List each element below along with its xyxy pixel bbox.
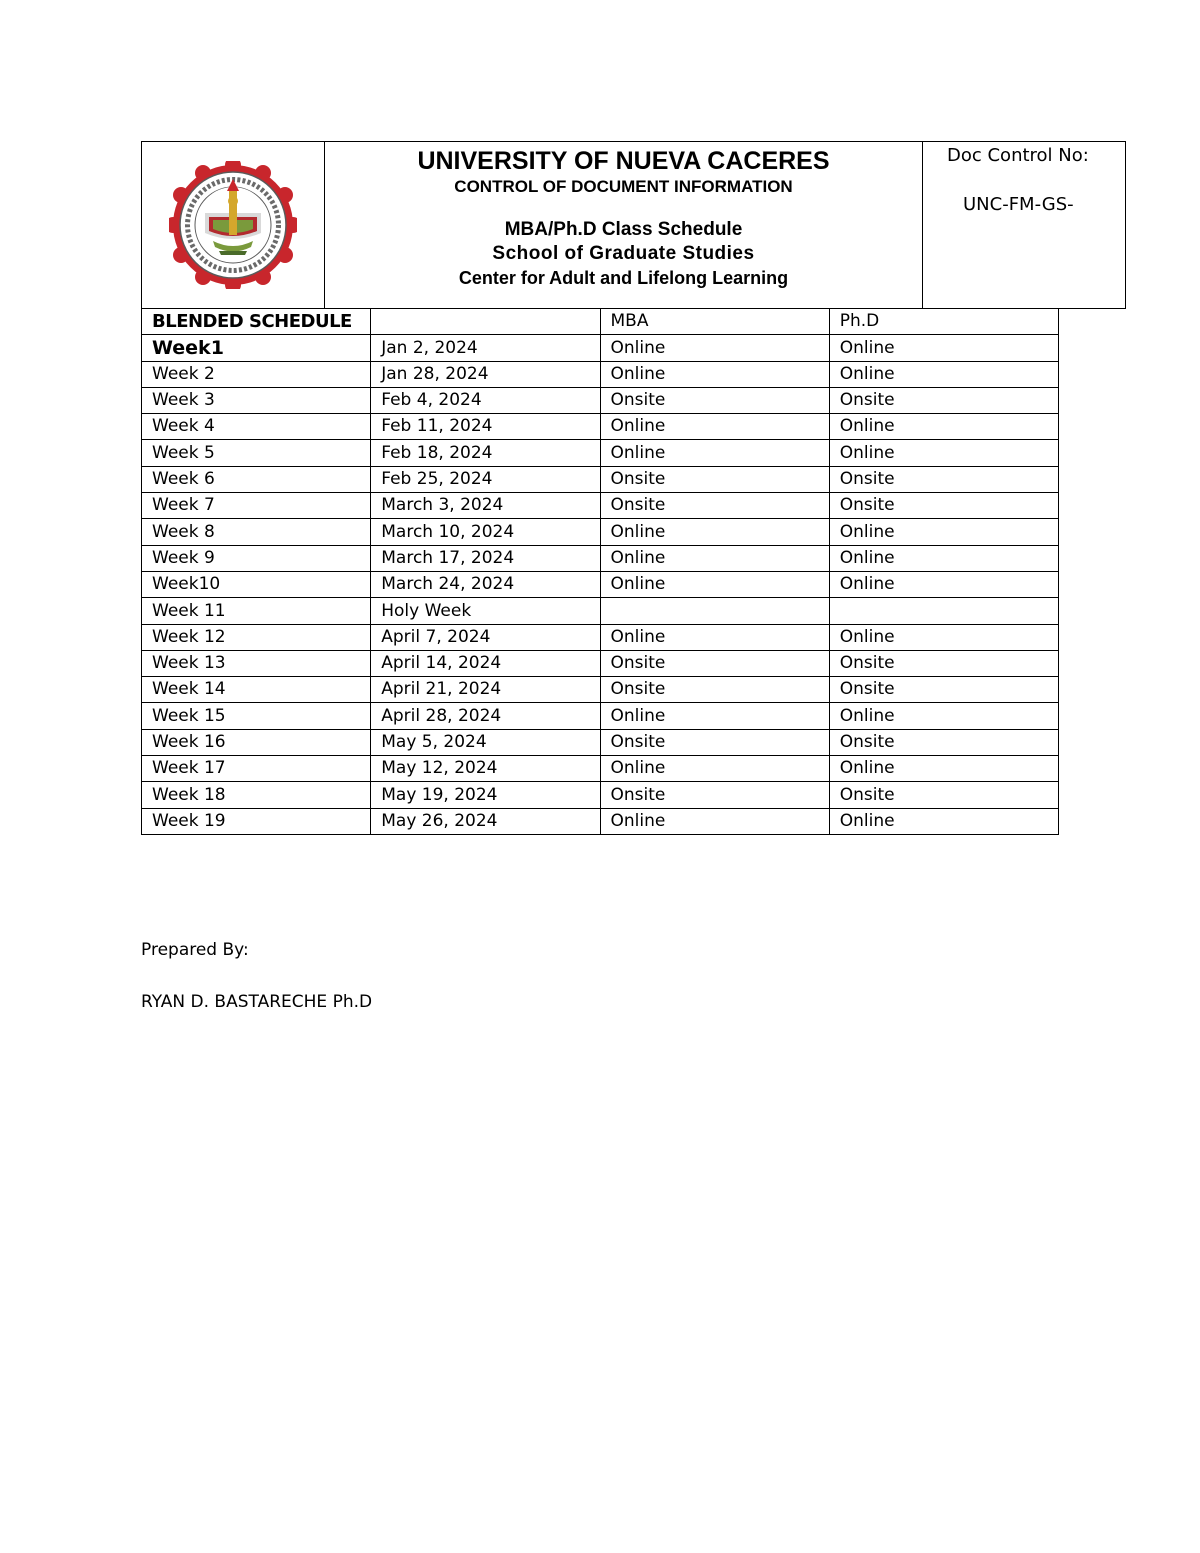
- program-title: MBA/Ph.D Class Schedule: [504, 219, 743, 240]
- phd-mode-cell: [829, 598, 1058, 624]
- table-row: [142, 729, 1059, 755]
- date-cell: May 5, 2024: [371, 729, 600, 755]
- phd-mode-cell: Online: [829, 545, 1058, 571]
- table-row: [142, 598, 1059, 624]
- mba-mode-cell: Onsite: [600, 677, 829, 703]
- mba-mode-cell: Online: [600, 335, 829, 361]
- column-header: Ph.D: [829, 309, 1058, 335]
- date-cell: Jan 28, 2024: [371, 361, 600, 387]
- table-row: [142, 414, 1059, 440]
- date-cell: March 10, 2024: [371, 519, 600, 545]
- mba-mode-cell: [600, 598, 829, 624]
- date-cell: March 24, 2024: [371, 571, 600, 597]
- phd-mode-cell: Online: [829, 361, 1058, 387]
- date-cell: Feb 18, 2024: [371, 440, 600, 466]
- phd-mode-cell: Onsite: [829, 466, 1058, 492]
- column-header: BLENDED SCHEDULE: [142, 309, 371, 335]
- week-cell: Week 9: [142, 545, 371, 571]
- mba-mode-cell: Online: [600, 519, 829, 545]
- phd-mode-cell: Online: [829, 703, 1058, 729]
- week-cell: Week 6: [142, 466, 371, 492]
- week-cell: Week 4: [142, 414, 371, 440]
- mba-mode-cell: Onsite: [600, 650, 829, 676]
- week-cell: Week 18: [142, 782, 371, 808]
- table-row: [142, 650, 1059, 676]
- date-cell: April 7, 2024: [371, 624, 600, 650]
- date-cell: Feb 4, 2024: [371, 387, 600, 413]
- date-cell: April 21, 2024: [371, 677, 600, 703]
- document-header: [141, 141, 1126, 309]
- phd-mode-cell: Onsite: [829, 493, 1058, 519]
- week-cell: Week 8: [142, 519, 371, 545]
- phd-mode-cell: Online: [829, 414, 1058, 440]
- title-block: [325, 142, 923, 309]
- date-cell: March 3, 2024: [371, 493, 600, 519]
- date-cell: April 28, 2024: [371, 703, 600, 729]
- mba-mode-cell: Onsite: [600, 493, 829, 519]
- table-row: [142, 571, 1059, 597]
- prepared-by-label: Prepared By:: [141, 940, 249, 960]
- phd-mode-cell: Onsite: [829, 782, 1058, 808]
- preparer-name: RYAN D. BASTARECHE Ph.D: [141, 992, 373, 1012]
- table-row: [142, 466, 1059, 492]
- phd-mode-cell: Online: [829, 571, 1058, 597]
- university-seal-icon: [169, 161, 297, 289]
- table-row: [142, 493, 1059, 519]
- phd-mode-cell: Online: [829, 624, 1058, 650]
- week-cell: Week 12: [142, 624, 371, 650]
- week-cell: Week 5: [142, 440, 371, 466]
- table-row: [142, 387, 1059, 413]
- date-cell: May 26, 2024: [371, 808, 600, 834]
- mba-mode-cell: Online: [600, 756, 829, 782]
- table-row: [142, 782, 1059, 808]
- doc-control-label: Doc Control No:: [947, 145, 1089, 166]
- table-row: [142, 545, 1059, 571]
- mba-mode-cell: Online: [600, 440, 829, 466]
- phd-mode-cell: Onsite: [829, 650, 1058, 676]
- week-cell: Week 11: [142, 598, 371, 624]
- date-cell: March 17, 2024: [371, 545, 600, 571]
- schedule-table: [141, 308, 1059, 835]
- week-cell: Week 14: [142, 677, 371, 703]
- logo-cell: [142, 142, 325, 309]
- date-cell: April 14, 2024: [371, 650, 600, 676]
- column-header: [371, 309, 600, 335]
- phd-mode-cell: Onsite: [829, 387, 1058, 413]
- week-cell: Week 19: [142, 808, 371, 834]
- school-name: School of Graduate Studies: [492, 243, 755, 264]
- mba-mode-cell: Online: [600, 624, 829, 650]
- mba-mode-cell: Online: [600, 545, 829, 571]
- mba-mode-cell: Onsite: [600, 387, 829, 413]
- table-row: [142, 440, 1059, 466]
- doc-control-cell: [923, 142, 1126, 309]
- table-row: [142, 703, 1059, 729]
- week-cell: Week 3: [142, 387, 371, 413]
- column-header: MBA: [600, 309, 829, 335]
- table-row: [142, 519, 1059, 545]
- mba-mode-cell: Online: [600, 571, 829, 597]
- week-cell: Week 17: [142, 756, 371, 782]
- mba-mode-cell: Online: [600, 361, 829, 387]
- table-row: [142, 677, 1059, 703]
- phd-mode-cell: Onsite: [829, 677, 1058, 703]
- phd-mode-cell: Online: [829, 440, 1058, 466]
- mba-mode-cell: Onsite: [600, 729, 829, 755]
- week-cell: Week 2: [142, 361, 371, 387]
- table-row: [142, 756, 1059, 782]
- week-cell: Week 16: [142, 729, 371, 755]
- university-name: UNIVERSITY OF NUEVA CACERES: [417, 147, 830, 175]
- date-cell: Holy Week: [371, 598, 600, 624]
- mba-mode-cell: Onsite: [600, 782, 829, 808]
- phd-mode-cell: Onsite: [829, 729, 1058, 755]
- table-row: [142, 335, 1059, 361]
- table-header-row: [142, 309, 1059, 335]
- mba-mode-cell: Online: [600, 808, 829, 834]
- date-cell: Jan 2, 2024: [371, 335, 600, 361]
- date-cell: May 12, 2024: [371, 756, 600, 782]
- doc-control-code: UNC-FM-GS-: [963, 194, 1074, 215]
- phd-mode-cell: Online: [829, 519, 1058, 545]
- center-name: Center for Adult and Lifelong Learning: [458, 268, 789, 288]
- week-cell: Week10: [142, 571, 371, 597]
- mba-mode-cell: Online: [600, 414, 829, 440]
- phd-mode-cell: Online: [829, 756, 1058, 782]
- date-cell: Feb 11, 2024: [371, 414, 600, 440]
- mba-mode-cell: Onsite: [600, 466, 829, 492]
- date-cell: Feb 25, 2024: [371, 466, 600, 492]
- week-cell: Week 15: [142, 703, 371, 729]
- week-cell: Week 13: [142, 650, 371, 676]
- phd-mode-cell: Online: [829, 808, 1058, 834]
- week-cell: Week 7: [142, 493, 371, 519]
- table-row: [142, 624, 1059, 650]
- mba-mode-cell: Online: [600, 703, 829, 729]
- control-info: CONTROL OF DOCUMENT INFORMATION: [454, 177, 793, 196]
- phd-mode-cell: Online: [829, 335, 1058, 361]
- table-row: [142, 361, 1059, 387]
- date-cell: May 19, 2024: [371, 782, 600, 808]
- table-row: [142, 808, 1059, 834]
- week-cell: Week1: [142, 335, 371, 361]
